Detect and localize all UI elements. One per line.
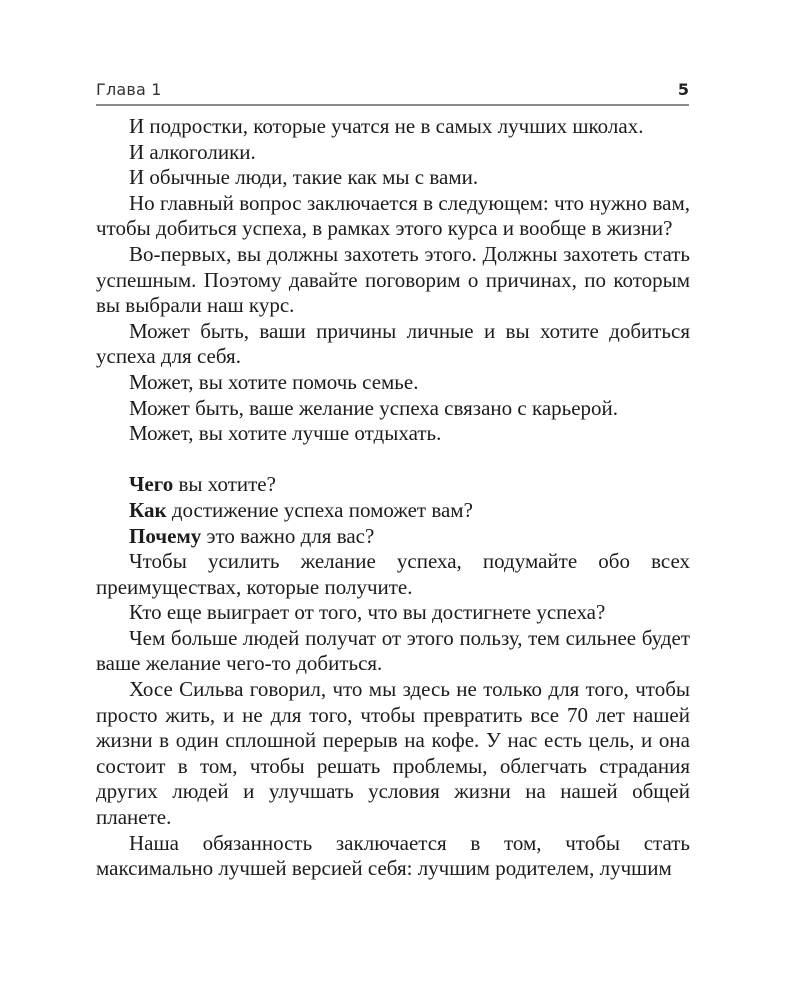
running-header bbox=[96, 78, 689, 106]
paragraph: Хосе Сильва говорил, что мы здесь не только для того, чтобы просто жить, и не для того, чтобы превратить все 70 лет нашей жизни в один сплошной перерыв на кофе. У нас есть цель, и она состоит в том, чтобы решать проблемы, облегчать страдания других людей и улучшать условия жизни на нашей общей планете. bbox=[96, 677, 690, 830]
paragraph: Чтобы усилить желание успеха, подумайте обо всех преимуществах, которые получите. bbox=[96, 549, 690, 599]
question-line bbox=[96, 498, 690, 524]
question-line bbox=[96, 472, 690, 498]
paragraph: Наша обязанность заключается в том, чтобы стать максимально лучшей версией себя: лучшим родителем, лучшим bbox=[96, 830, 690, 881]
paragraph: Может, вы хотите лучше отдыхать. bbox=[129, 421, 442, 446]
question-keyword: Почему bbox=[129, 523, 202, 548]
paragraph: И обычные люди, такие как мы с вами. bbox=[129, 165, 479, 190]
chapter-label: Глава 1 bbox=[96, 80, 162, 99]
body-text bbox=[96, 114, 690, 882]
question-line bbox=[96, 524, 690, 550]
question-text: достижение успеха поможет вам? bbox=[166, 497, 473, 522]
paragraph: Но главный вопрос заключается в следующем: что нужно вам, чтобы добиться успеха, в рамках этого курса и вообще в жизни? bbox=[96, 190, 690, 241]
question-keyword: Чего bbox=[129, 472, 174, 497]
paragraph: Может быть, ваши причины личные и вы хотите добиться успеха для себя. bbox=[96, 318, 690, 369]
question-text: это важно для вас? bbox=[201, 523, 375, 548]
section-spacer bbox=[96, 447, 690, 473]
paragraph: Может, вы хотите помочь семье. bbox=[129, 369, 419, 394]
paragraph: Во-первых, вы должны захотеть этого. Должны захотеть стать успешным. Поэтому давайте поговорим о причинах, по которым вы выбрали наш курс. bbox=[96, 241, 690, 318]
page-number: 5 bbox=[677, 80, 689, 99]
paragraph: И подростки, которые учатся не в самых лучших школах. bbox=[129, 114, 644, 138]
paragraph: И алкоголики. bbox=[129, 139, 256, 164]
paragraph: Чем больше людей получат от этого пользу, тем сильнее будет ваше желание чего-то добиться. bbox=[96, 625, 690, 676]
paragraph: Кто еще выиграет от того, что вы достигнете успеха? bbox=[129, 600, 606, 625]
question-keyword: Как bbox=[129, 497, 167, 522]
question-text: вы хотите? bbox=[173, 472, 276, 497]
paragraph: Может быть, ваше желание успеха связано с карьерой. bbox=[129, 395, 619, 420]
